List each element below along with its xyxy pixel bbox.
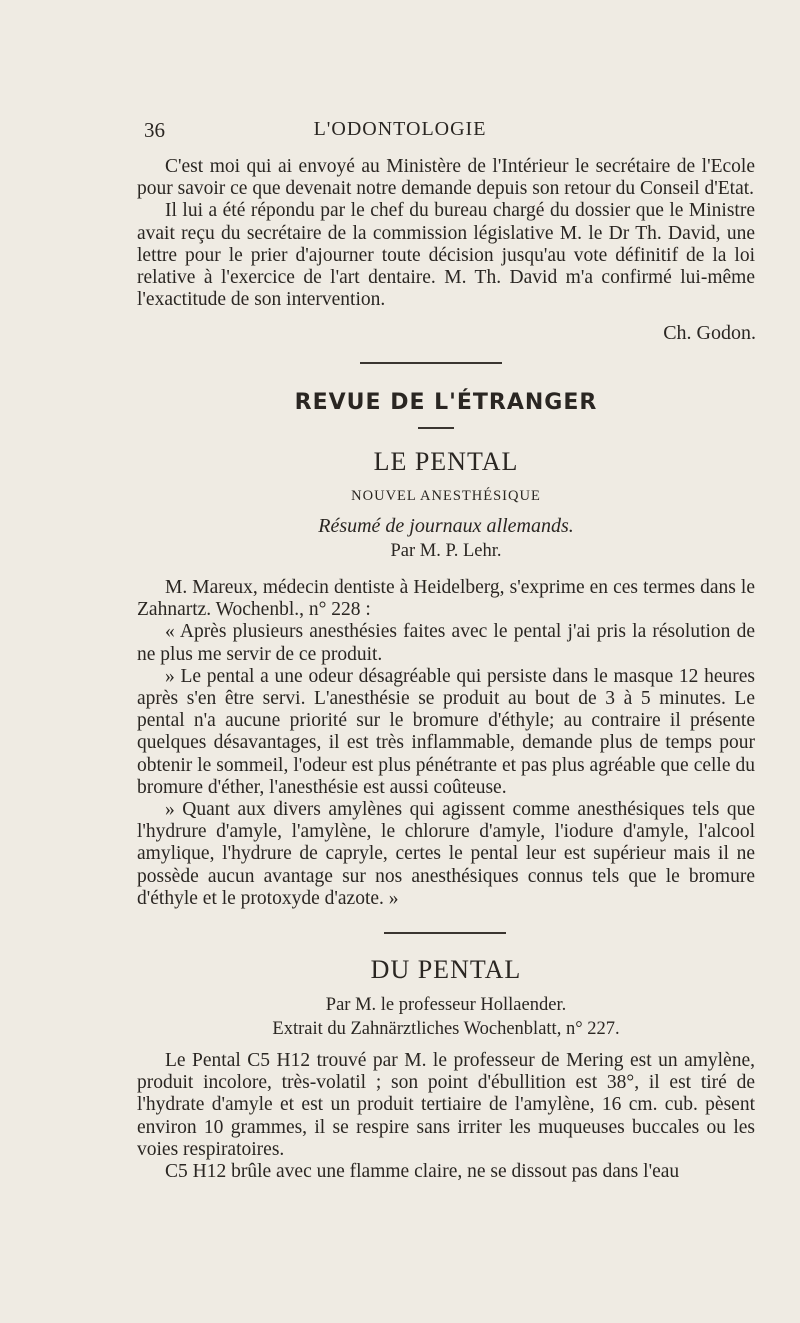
paragraph: M. Mareux, médecin dentiste à Heidelberg, s'exprime en ces termes dans le Zahnartz. Wochenbl., n° 228 :: [137, 577, 755, 621]
signature: Ch. Godon.: [663, 322, 756, 344]
paragraph: C'est moi qui ai envoyé au Ministère de l'Intérieur le secrétaire de l'Ecole pour savoir ce que devenait notre demande depuis son retour du Conseil d'Etat.: [137, 156, 755, 200]
divider: [360, 362, 502, 364]
paragraph: Il lui a été répondu par le chef du bureau chargé du dossier que le Ministre avait reçu du secrétaire de la commission législative M. le Dr Th. David, une lettre pour le prier d'ajourner toute décision jusqu'au vote définitif de la loi relative à l'exercice de l'art dentaire. M. Th. David m'a confirmé lui-même l'exactitude de son intervention.: [137, 200, 755, 311]
article-source: Extrait du Zahnärztliches Wochenblatt, n° 227.: [272, 1019, 620, 1039]
paragraph: Le Pental C5 H12 trouvé par M. le professeur de Mering est un amylène, produit incolore, très-volatil ; son point d'ébullition est 38°, il est tiré de l'hydrate d'amyle et est un produit tertiaire de l'amylène, 16 cm. cub. pèsent environ 10 grammes, il se respire sans irriter les muqueuses buccales ou les voies respiratoires.: [137, 1050, 755, 1160]
article-subtitle: NOUVEL ANESTHÉSIQUE: [351, 488, 541, 504]
paragraph: « Après plusieurs anesthésies faites avec le pental j'ai pris la résolution de ne plus me servir de ce produit.: [137, 621, 755, 665]
intro-text: [137, 156, 755, 311]
running-title: L'ODONTOLOGIE: [313, 118, 487, 140]
running-header: [144, 118, 656, 148]
divider: [384, 932, 506, 934]
article-summary: Résumé de journaux allemands.: [318, 515, 574, 537]
divider: [418, 427, 454, 429]
article-body: [137, 577, 755, 910]
section-heading: REVUE DE L'ÉTRANGER: [294, 390, 598, 415]
article-title: DU PENTAL: [370, 955, 522, 984]
paragraph: C5 H12 brûle avec une flamme claire, ne se dissout pas dans l'eau: [165, 1161, 680, 1183]
article-byline: Par M. P. Lehr.: [390, 541, 502, 561]
article-body: [137, 1050, 755, 1183]
page-number: 36: [144, 118, 165, 142]
paragraph: » Quant aux divers amylènes qui agissent comme anesthésiques tels que l'hydrure d'amyle, l'amylène, le chlorure d'amyle, l'iodure d'amyle, l'alcool amylique, l'hydrure de capryle, certes le pental leur est supérieur mais il ne possède aucun avantage sur nos anesthésiques connus tels que le bromure d'éthyle et le protoxyde d'azote. »: [137, 799, 755, 909]
paragraph: » Le pental a une odeur désagréable qui persiste dans le masque 12 heures après s'en être servi. L'anesthésie se produit au bout de 3 à 5 minutes. Le pental n'a aucune priorité sur le bromure d'éthyle; au contraire il présente quelques désavantages, il est très inflammable, demande plus de temps pour obtenir le sommeil, l'odeur est plus pénétrante et pas plus agréable que celle du bromure d'éther, l'anesthésie est aussi coûteuse.: [137, 665, 755, 798]
article-title: LE PENTAL: [373, 447, 519, 476]
article-byline: Par M. le professeur Hollaender.: [325, 995, 567, 1015]
